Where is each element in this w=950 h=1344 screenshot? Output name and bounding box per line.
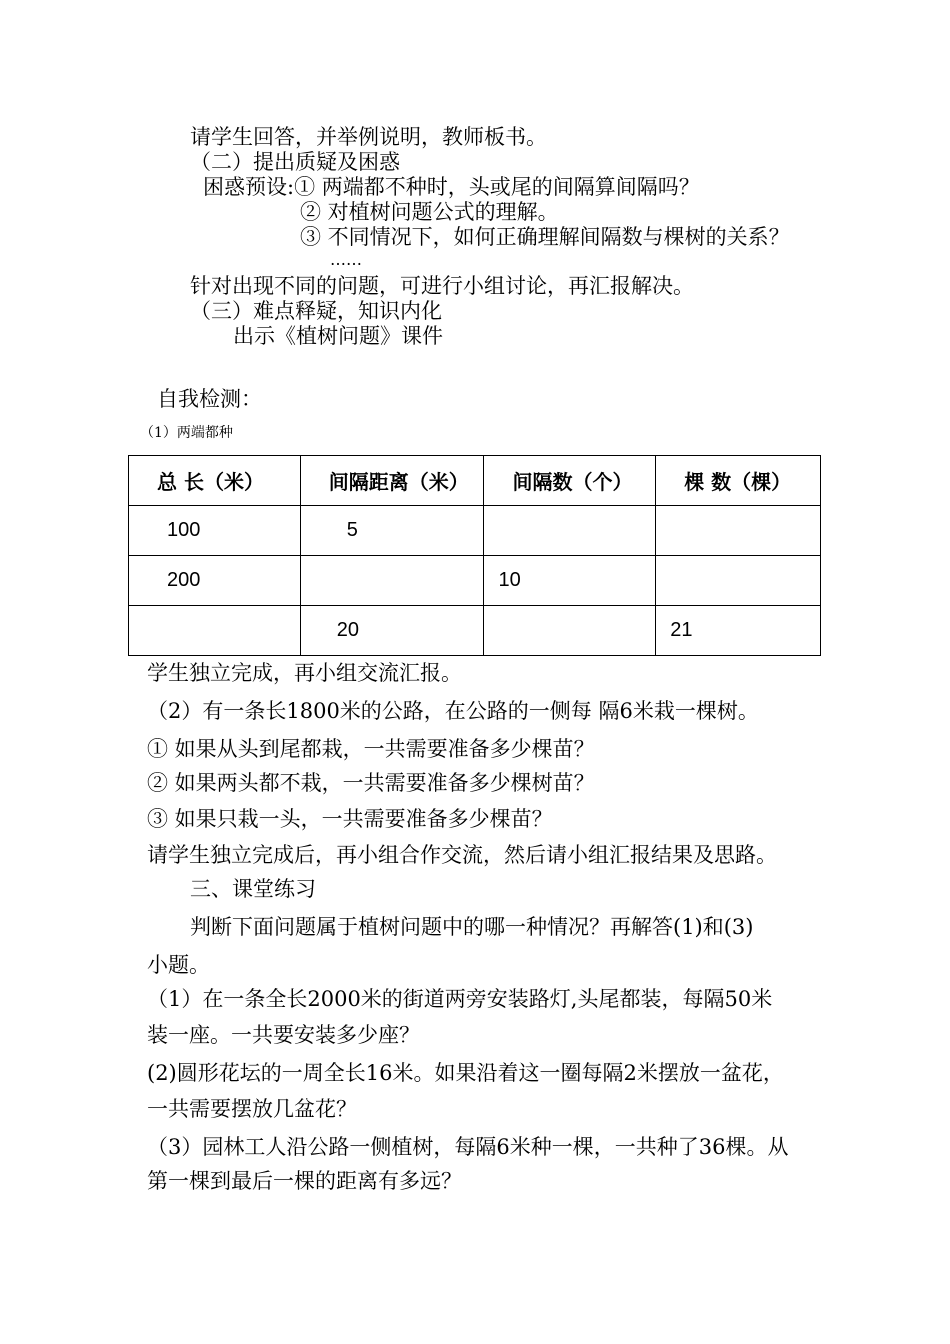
doubt-preset-1: 困惑预设:① 两端都不种时，头或尾的间隔算间隔吗？ [203,175,700,199]
practice-question-1-line1: （1）在一条全长2000米的街道两旁安装路灯,头尾都装，每隔50米 [147,987,773,1011]
paragraph-group-report: 请学生独立完成后，再小组合作交流，然后请小组汇报结果及思路。 [147,843,777,867]
practice-question-2-line1: (2)圆形花坛的一周全长16米。如果沿着这一圈每隔2米摆放一盆花， [147,1061,784,1085]
table-cell [129,606,301,656]
self-check-title: 自我检测： [157,387,262,411]
doubt-preset-3: ③ 不同情况下，如何正确理解间隔数与棵树的关系？ [300,225,790,249]
table-cell: 100 [129,506,301,556]
tree-planting-table [128,455,821,656]
table-row [129,556,821,606]
section-heading-practice: 三、课堂练习 [190,877,316,901]
sub-question-3: ③ 如果只栽一头，一共需要准备多少棵苗？ [147,807,553,831]
ellipsis: …… [330,250,362,269]
table-cell: 20 [300,606,484,656]
table-cell: 10 [484,556,656,606]
sub-question-1: ① 如果从头到尾都栽，一共需要准备多少棵苗？ [147,737,595,761]
header-interval-distance: 间隔距离（米） [300,456,484,506]
paragraph-group-discussion: 针对出现不同的问题，可进行小组讨论，再汇报解决。 [190,274,694,298]
section-heading-difficulty: （三）难点释疑，知识内化 [190,299,442,323]
table-header-row [129,456,821,506]
table-cell [300,556,484,606]
paragraph-answer-explain: 请学生回答，并举例说明，教师板书。 [190,125,547,149]
table-cell: 21 [656,606,821,656]
practice-question-3-line1: （3）园林工人沿公路一侧植树，每隔6米种一棵，一共种了36棵。从 [147,1135,789,1159]
header-interval-count: 间隔数（个） [484,456,656,506]
practice-question-3-line2: 第一棵到最后一棵的距离有多远？ [147,1169,462,1193]
table-cell [484,606,656,656]
table-cell: 200 [129,556,301,606]
practice-intro-line2: 小题。 [147,953,210,977]
paragraph-courseware: 出示《植树问题》课件 [233,324,443,348]
table-cell: 5 [300,506,484,556]
table-cell [484,506,656,556]
table-row [129,506,821,556]
question-road-1800m: （2）有一条长1800米的公路，在公路的一侧每 隔6米栽一棵树。 [147,699,759,723]
self-check-subtitle: （1）两端都种 [140,425,233,441]
practice-question-2-line2: 一共需要摆放几盆花？ [147,1097,357,1121]
practice-intro-line1: 判断下面问题属于植树问题中的哪一种情况？再解答(1)和(3) [190,915,754,939]
practice-question-1-line2: 装一座。一共要安装多少座？ [147,1023,420,1047]
header-total-length: 总 长（米） [129,456,301,506]
sub-question-2: ② 如果两头都不栽，一共需要准备多少棵树苗？ [147,771,595,795]
table-cell [656,556,821,606]
paragraph-independent-work: 学生独立完成，再小组交流汇报。 [147,661,462,685]
table-cell [656,506,821,556]
header-tree-count: 棵 数（棵） [656,456,821,506]
doubt-preset-2: ② 对植树问题公式的理解。 [300,200,559,224]
section-heading-doubts: （二）提出质疑及困惑 [190,150,400,174]
table-row [129,606,821,656]
